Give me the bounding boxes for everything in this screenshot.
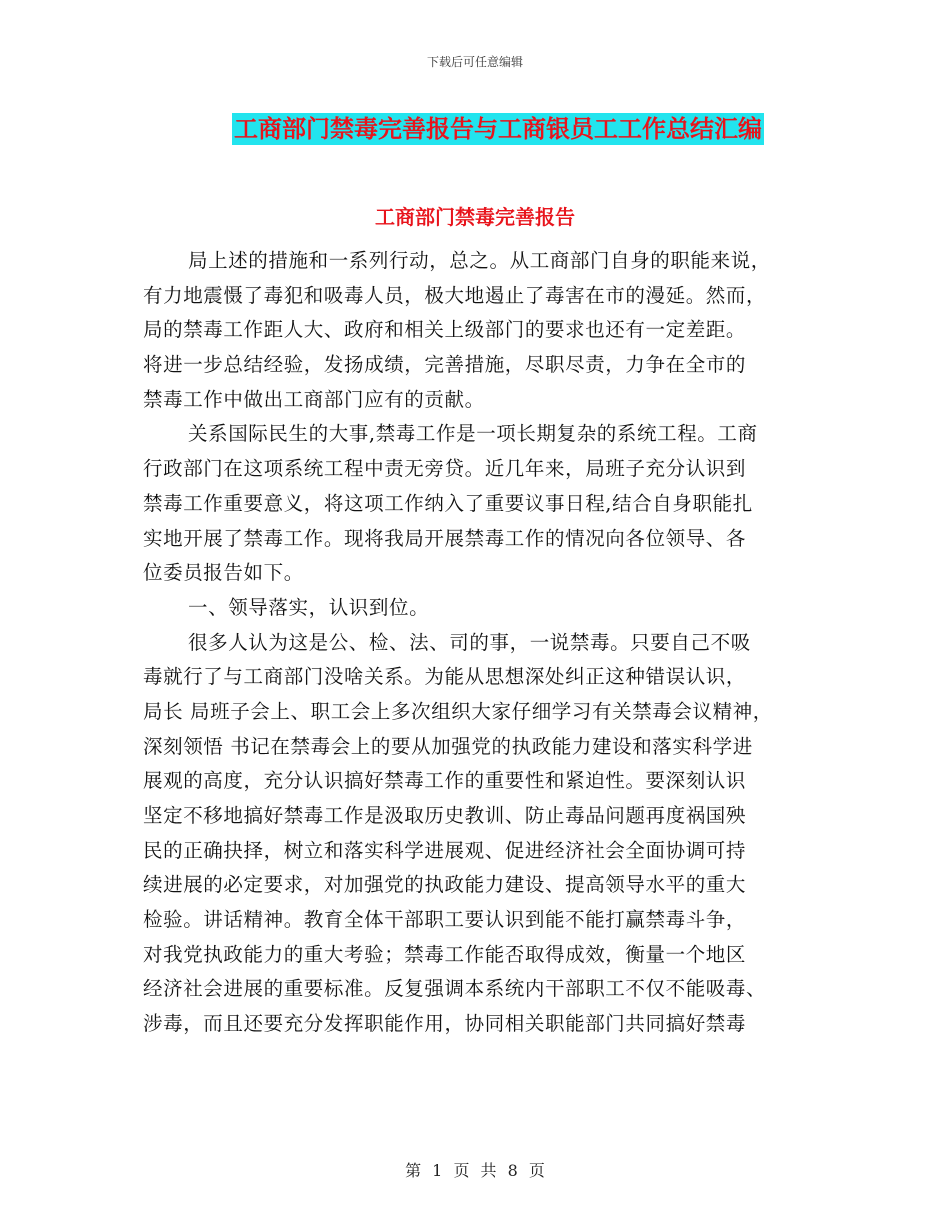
text-line: 对我党执政能力的重大考验；禁毒工作能否取得成效，衡量一个地区 <box>143 942 747 966</box>
section-title: 工商部门禁毒完善报告 <box>375 205 575 229</box>
text-line: 坚定不移地搞好禁毒工作是汲取历史教训、防止毒品问题再度祸国殃 <box>143 804 747 827</box>
text-line: 展观的高度，充分认识搞好禁毒工作的重要性和紧迫性。要深刻认识 <box>143 769 747 793</box>
page-header-note: 下载后可任意编辑 <box>426 55 523 69</box>
text-line: 局长 局班子会上、职工会上多次组织大家仔细学习有关禁毒会议精神， <box>143 699 773 723</box>
text-line: 续进展的必定要求，对加强党的执政能力建设、提高领导水平的重大 <box>143 873 747 897</box>
text-line: 局的禁毒工作距人大、政府和相关上级部门的要求也还有一定差距。 <box>143 318 747 342</box>
text-line: 毒就行了与工商部门没啥关系。为能从思想深处纠正这种错误认识， <box>143 665 747 689</box>
body-text <box>143 244 813 1042</box>
text-line: 涉毒，而且还要充分发挥职能作用，协同相关职能部门共同搞好禁毒 <box>143 1012 747 1036</box>
page-number-footer: 第 1 页 共 8 页 <box>405 1161 545 1180</box>
text-line: 行政部门在这项系统工程中责无旁贷。近几年来，局班子充分认识到 <box>143 457 747 481</box>
text-line: 将进一步总结经验，发扬成绩，完善措施，尽职尽责，力争在全市的 <box>143 353 747 377</box>
text-line: 检验。讲话精神。教育全体干部职工要认识到能不能打赢禁毒斗争， <box>143 908 747 932</box>
text-line: 关系国际民生的大事,禁毒工作是一项长期复杂的系统工程。工商 <box>188 422 758 446</box>
text-line: 禁毒工作中做出工商部门应有的贡献。 <box>143 387 485 411</box>
main-title-container <box>0 113 950 145</box>
text-line: 禁毒工作重要意义，将这项工作纳入了重要议事日程,结合自身职能扎 <box>143 491 753 515</box>
text-line: 经济社会进展的重要标准。反复强调本系统内干部职工不仅不能吸毒、 <box>143 977 767 1001</box>
section-heading-line: 一、领导落实，认识到位。 <box>188 595 430 619</box>
text-line: 位委员报告如下。 <box>143 561 304 585</box>
text-line: 深刻领悟 书记在禁毒会上的要从加强党的执政能力建设和落实科学进 <box>143 734 753 758</box>
text-line: 有力地震慑了毒犯和吸毒人员，极大地遏止了毒害在市的漫延。然而， <box>143 283 767 307</box>
text-line: 很多人认为这是公、检、法、司的事，一说禁毒。只要自己不吸 <box>188 630 751 654</box>
main-title: 工商部门禁毒完善报告与工商银员工工作总结汇编 <box>234 115 762 143</box>
text-line: 实地开展了禁毒工作。现将我局开展禁毒工作的情况向各位领导、各 <box>143 526 747 550</box>
text-line: 局上述的措施和一系列行动，总之。从工商部门自身的职能来说， <box>188 249 771 272</box>
text-line: 民的正确抉择，树立和落实科学进展观、促进经济社会全面协调可持 <box>143 838 747 862</box>
